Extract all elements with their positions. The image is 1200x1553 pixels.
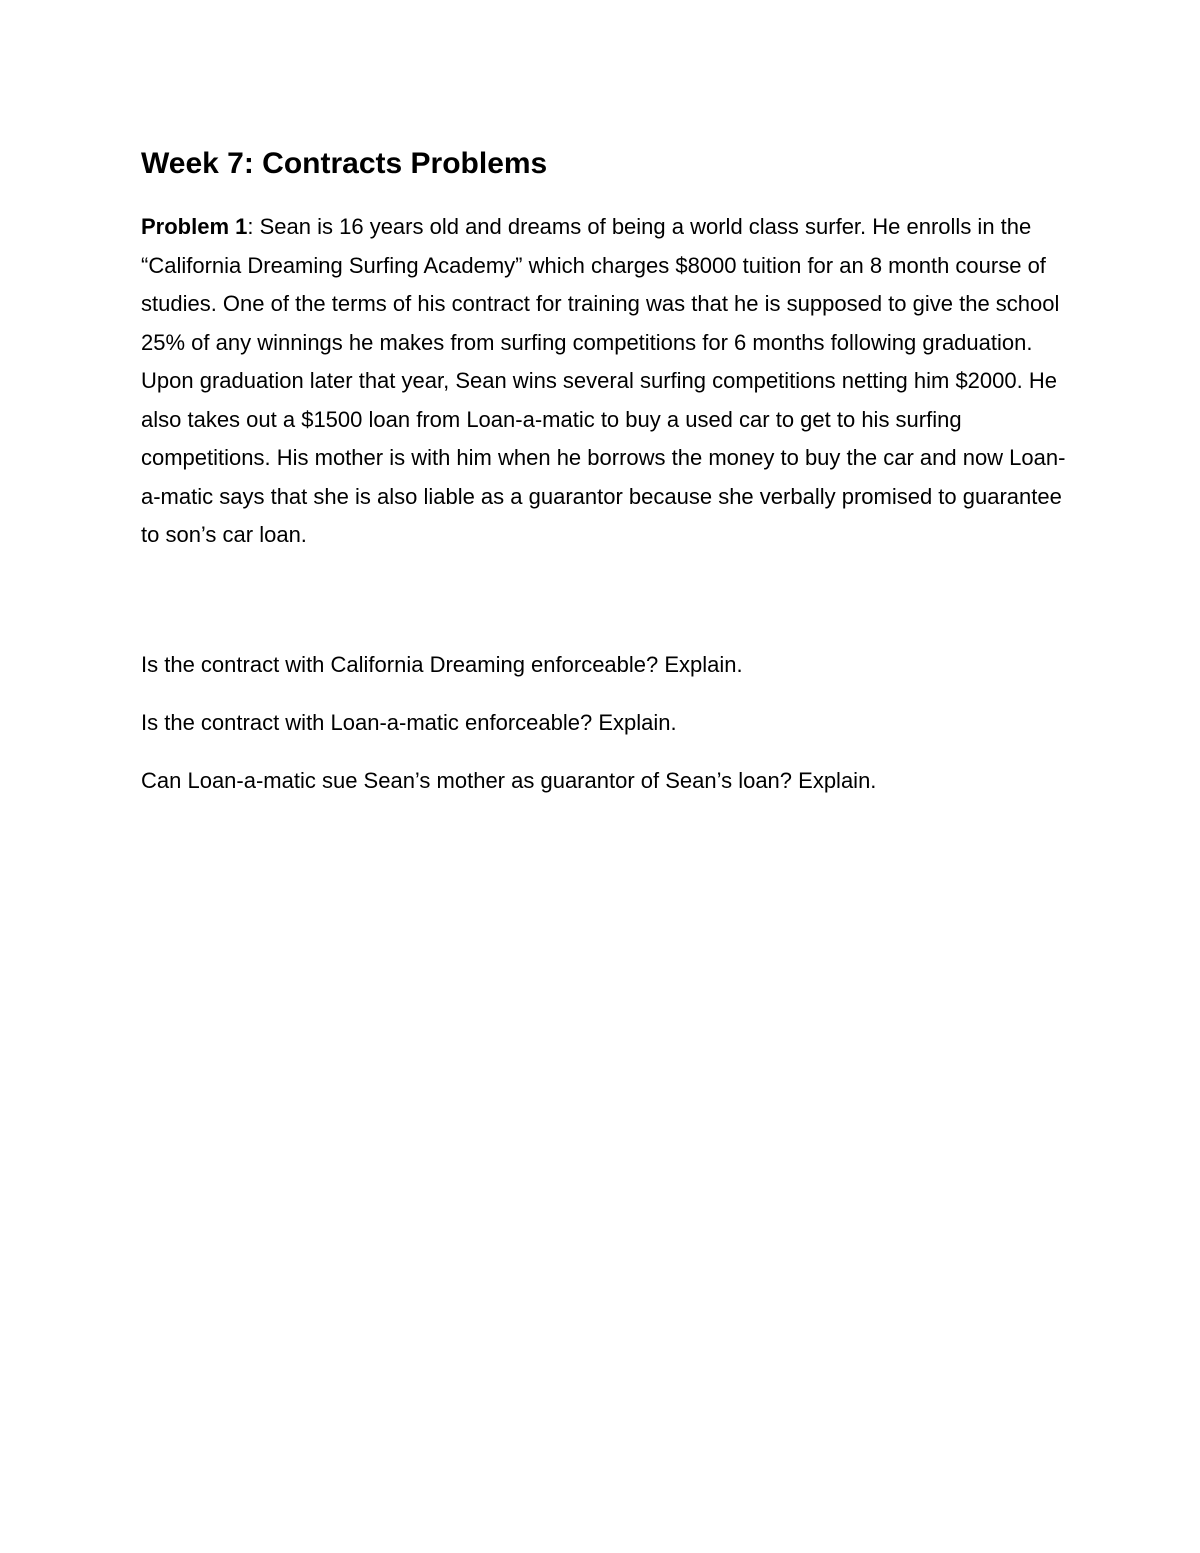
question-2: Is the contract with Loan-a-matic enforceable? Explain.	[141, 709, 677, 735]
problem-text: Sean is 16 years old and dreams of being a world class surfer. He enrolls in the “California Dreaming Surfing Academy” which charges $8000 tuition for an 8 month course of studies. One of the terms of his contract for training was that he is supposed to give the school 25% of any winnings he makes from surfing competitions for 6 months following graduation. Upon graduation later that year, Sean wins several surfing competitions netting him $2000. He also takes out a $1500 loan from Loan-a-matic to buy a used car to get to his surfing competitions. His mother is with him when he borrows the money to buy the car and now Loan-a-matic says that she is also liable as a guarantor because she verbally promised to guarantee to son’s car loan.	[141, 214, 1066, 547]
page-title: Week 7: Contracts Problems	[141, 147, 548, 180]
question-1: Is the contract with California Dreaming enforceable? Explain.	[141, 651, 743, 677]
question-3: Can Loan-a-matic sue Sean’s mother as guarantor of Sean’s loan? Explain.	[141, 767, 877, 793]
problem-paragraph	[141, 208, 1071, 555]
problem-label-separator: :	[247, 214, 254, 239]
document-body	[141, 140, 1071, 820]
question-list	[141, 646, 1071, 800]
problem-label: Problem 1	[141, 214, 248, 239]
